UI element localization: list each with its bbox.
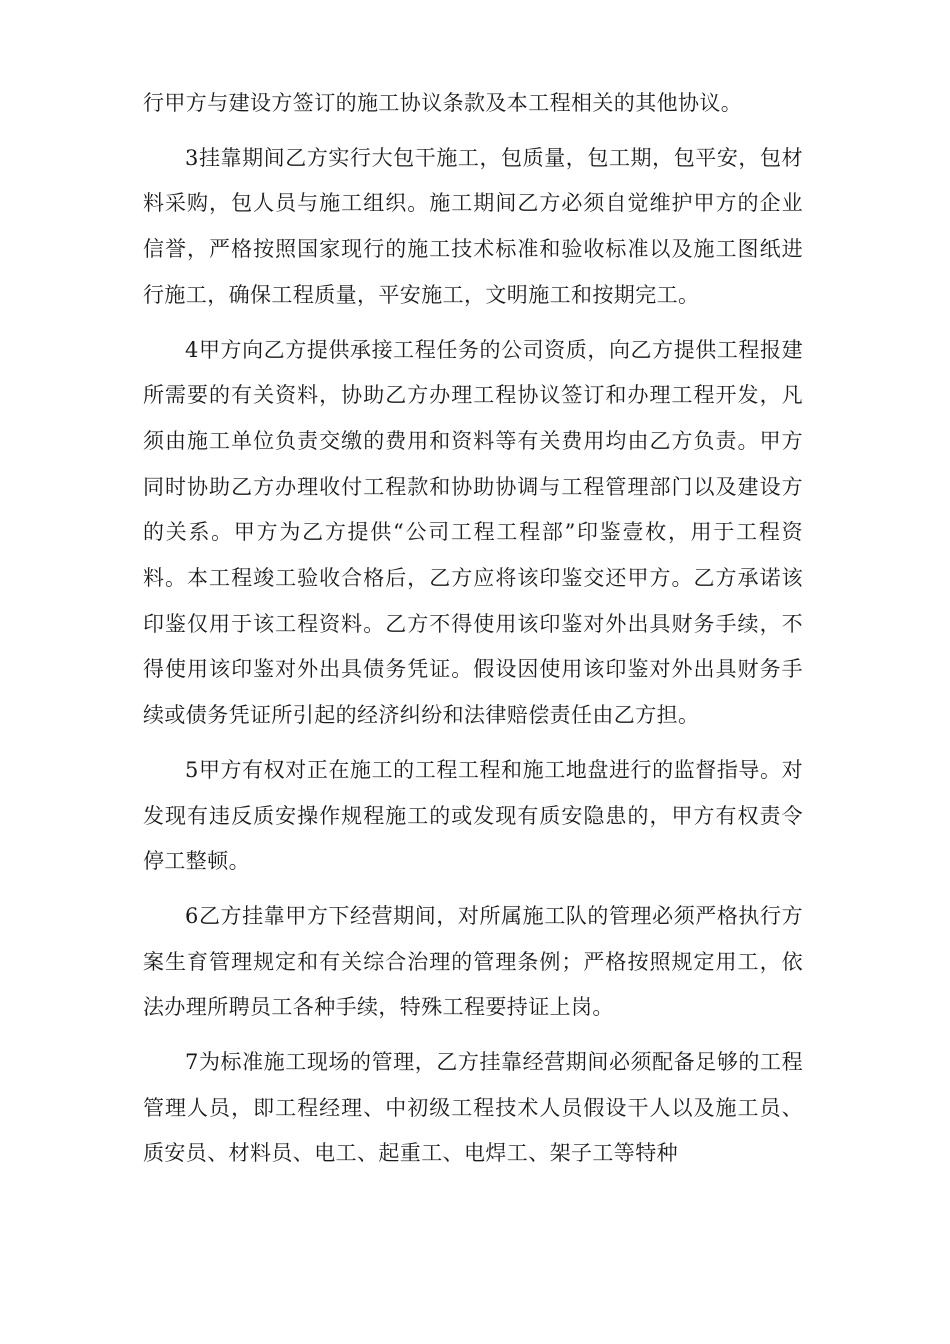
paragraph-clause-4: 4甲方向乙方提供承接工程任务的公司资质，向乙方提供工程报建所需要的有关资料，协助乙方办理工程协议签订和办理工程开发，凡须由施工单位负责交缴的费用和资料等有关费用均由乙方负责。甲方同时协助乙方办理收付工程款和协助协调与工程管理部门以及建设方的关系。甲方为乙方提供“公司工程工程部”印鉴壹枚，用于工程资料。本工程竣工验收合格后，乙方应将该印鉴交还甲方。乙方承诺该印鉴仅用于该工程资料。乙方不得使用该印鉴对外出具财务手续，不得使用该印鉴对外出具债务凭证。假设因使用该印鉴对外出具财务手续或债务凭证所引起的经济纠纷和法律赔偿责任由乙方担。 xyxy=(143,337,803,728)
paragraph-clause-5: 5甲方有权对正在施工的工程工程和施工地盘进行的监督指导。对发现有违反质安操作规程施工的或发现有质安隐患的，甲方有权责令停工整顿。 xyxy=(143,757,803,874)
paragraph-clause-3: 3挂靠期间乙方实行大包干施工，包质量，包工期，包平安，包材料采购，包人员与施工组织。施工期间乙方必须自觉维护甲方的企业信誉，严格按照国家现行的施工技术标准和验收标准以及施工图纸进行施工，确保工程质量，平安施工，文明施工和按期完工。 xyxy=(143,145,803,307)
paragraph-clause-6: 6乙方挂靠甲方下经营期间，对所属施工队的管理必须严格执行方案生育管理规定和有关综合治理的管理条例；严格按照规定用工，依法办理所聘员工各种手续，特殊工程要持证上岗。 xyxy=(143,903,803,1020)
document-body xyxy=(143,81,803,1186)
paragraph-continuation: 行甲方与建设方签订的施工协议条款及本工程相关的其他协议。 xyxy=(143,91,743,115)
paragraph-clause-7: 7为标准施工现场的管理，乙方挂靠经营期间必须配备足够的工程管理人员，即工程经理、中初级工程技术人员假设干人以及施工员、质安员、材料员、电工、起重工、电焊工、架子工等特种 xyxy=(143,1050,803,1166)
